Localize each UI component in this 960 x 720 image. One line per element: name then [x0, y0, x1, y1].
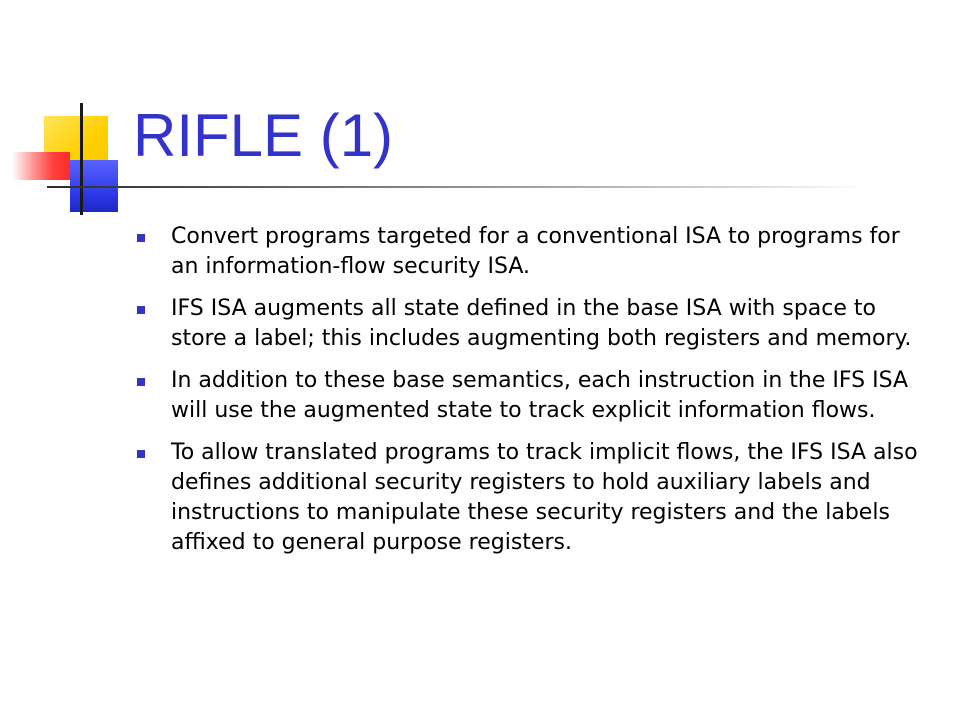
bullet-text: IFS ISA augments all state defined in the base ISA with space to store a label; this includes augmenting both registers and memory.: [171, 296, 912, 351]
bullet-text: To allow translated programs to track implicit flows, the IFS ISA also defines additional security registers to hold auxiliary labels and instructions to manipulate these security registers and the labels affixed to general purpose registers.: [171, 440, 918, 555]
bullet-item: [133, 366, 933, 426]
square-bullet-icon: [137, 306, 145, 314]
square-bullet-icon: [137, 234, 145, 242]
slide-title: RIFLE (1): [133, 102, 394, 169]
bullet-text: Convert programs targeted for a conventional ISA to programs for an information-flow security ISA.: [171, 224, 900, 279]
title-underline: [47, 186, 867, 188]
square-bullet-icon: [137, 378, 145, 386]
logo-vertical-line: [80, 103, 83, 215]
square-bullet-icon: [137, 450, 145, 458]
bullet-item: [133, 438, 933, 558]
logo-red-bar: [12, 152, 70, 180]
bullet-text: In addition to these base semantics, each instruction in the IFS ISA will use the augmented state to track explicit information flows.: [171, 368, 909, 423]
bullet-item: [133, 294, 933, 354]
bullet-list: [133, 222, 933, 570]
bullet-item: [133, 222, 933, 282]
